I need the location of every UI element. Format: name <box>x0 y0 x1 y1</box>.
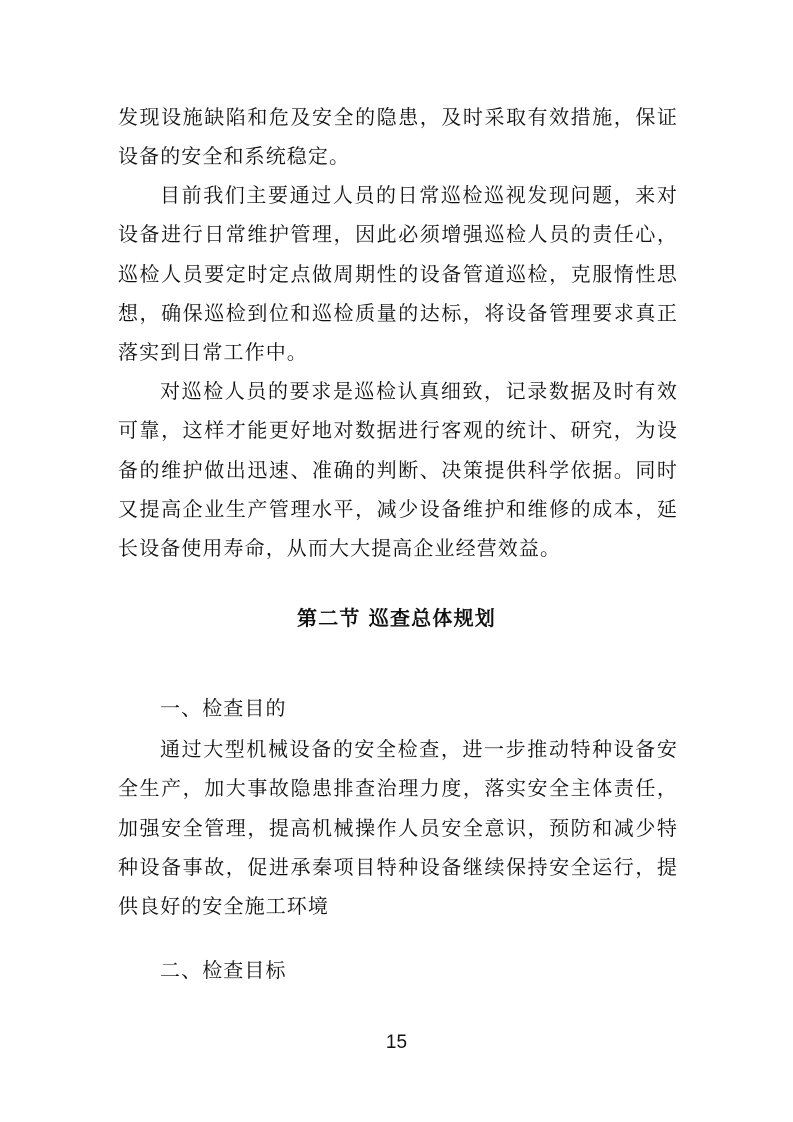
subsection-title-goals: 二、检查目标 <box>160 958 287 982</box>
section-heading: 第二节 巡查总体规划 <box>297 606 496 630</box>
paragraph-safety-hazards: 发现设施缺陷和危及安全的隐患，及时采取有效措施，保证设备的安全和系统稳定。 <box>118 105 678 169</box>
paragraph-inspector-requirements: 对巡检人员的要求是巡检认真细致，记录数据及时有效可靠，这样才能更好地对数据进行客观的统计、研究，为设备的维护做出迅速、准确的判断、决策提供科学依据。同时又提高企业生产管理水平，减少设备维护和维修的成本，延长设备使用寿命，从而大大提高企业经营效益。 <box>118 379 678 561</box>
paragraph-daily-inspection: 目前我们主要通过人员的日常巡检巡视发现问题，来对设备进行日常维护管理，因此必须增强巡检人员的责任心，巡检人员要定时定点做周期性的设备管道巡检，克服惰性思想，确保巡检到位和巡检质量的达标，将设备管理要求真正落实到日常工作中。 <box>118 183 678 365</box>
paragraph-inspection-purpose: 通过大型机械设备的安全检查，进一步推动特种设备安全生产，加大事故隐患排查治理力度，落实安全主体责任，加强安全管理，提高机械操作人员安全意识，预防和减少特种设备事故，促进承秦项目特种设备继续保持安全运行，提供良好的安全施工环境 <box>118 737 678 919</box>
subsection-title-purpose: 一、检查目的 <box>160 696 287 720</box>
page-number: 15 <box>385 1032 408 1053</box>
